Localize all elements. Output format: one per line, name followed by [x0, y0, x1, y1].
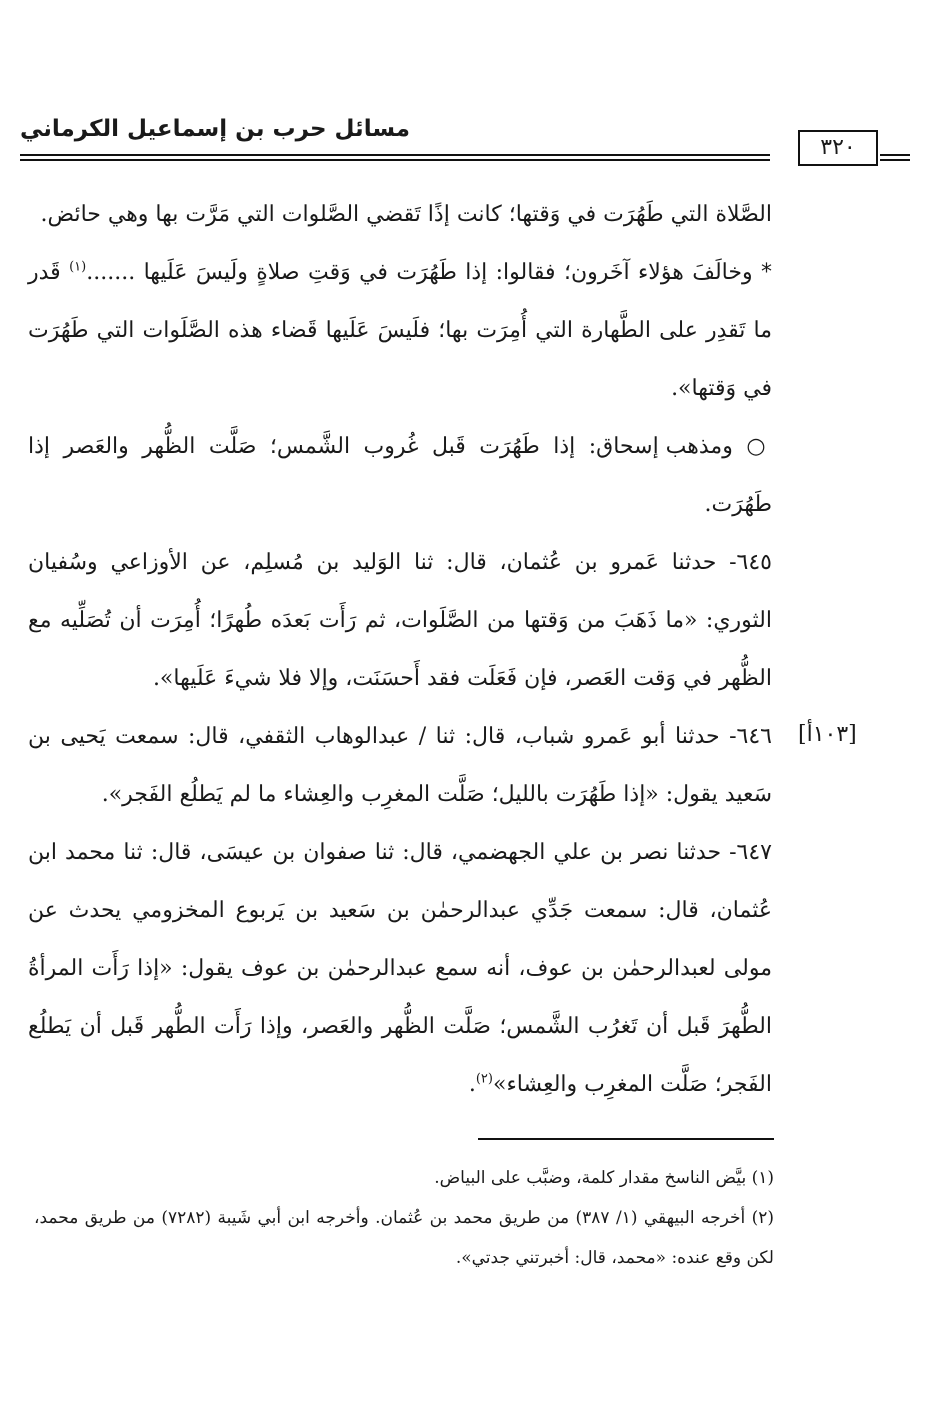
paragraph-text: حدثنا نصر بن علي الجهضمي، قال: ثنا صفوان بن عيسَى، قال: ثنا محمد ابن عُثمان، قال: سمعت جَدِّي عبدالرحمٰن بن سَعيد بن يَربوع المخزومي يحدث عن مولى لعبدالرحمٰن بن عوف، أنه سمع عبدالرحمٰن بن عوف يقول: «إذا رَأَت المرأةُ الطُّهرَ قَبل أن تَغرُب الشَّمس؛ صَلَّت الظُّهر والعَصر، وإذا رَأَت الطُّهر قَبل أن يَطلُع الفَجر؛ صَلَّت المغرِب والعِشاء»: [28, 840, 772, 1097]
footnote-ref: (١): [69, 259, 87, 275]
paragraph-text: وخالَفَ هؤلاء آخَرون؛ فقالوا: إذا طَهُرَت في وَقتِ صلاةٍ ولَيسَ عَلَيها .......: [86, 260, 753, 285]
footnote-ref: (٢): [475, 1071, 493, 1087]
paragraph: [28, 244, 772, 418]
paragraph: [28, 534, 772, 708]
paragraph-text: الصَّلاة التي طَهُرَت في وَقتها؛ كانت إذًا تَقضي الصَّلوات التي مَرَّت بها وهي حائض.: [40, 202, 772, 227]
main-text: [28, 186, 772, 1114]
paragraph-text-cont: قَدر ما تَقدِر على الطَّهارة التي أُمِرَت بها؛ فلَيسَ عَلَيها قَضاء هذه الصَّلَوات التي طَهُرَت في وَقتها».: [28, 260, 772, 401]
hadith-number: ٦٤٥-: [729, 550, 772, 575]
page-number: ٣٢٠: [798, 130, 878, 166]
asterisk-marker: *: [761, 260, 772, 285]
hadith-number: ٦٤٦-: [729, 724, 772, 749]
paragraph-text: حدثنا عَمرو بن عُثمان، قال: ثنا الوَليد بن مُسلِم، عن الأوزاعي وسُفيان الثوري: «ما ذَهَبَ من وَقتها من الصَّلَوات، ثم رَأَت بَعدَه طُهرًا؛ أُمِرَت أن تُصَلِّيه مع الظُّهر في وَقت العَصر، فإن فَعَلَت فقد أَحسَنَت، وإلا فلا شيءَ عَلَيها».: [28, 550, 772, 691]
footnote-separator: [478, 1138, 774, 1140]
paragraph: [28, 418, 772, 534]
manuscript-folio-reference: [١٠٣أ]: [798, 722, 857, 747]
circle-marker: ○: [746, 434, 773, 459]
footnotes: [34, 1158, 774, 1278]
paragraph-text: حدثنا أبو عَمرو شباب، قال: ثنا / عبدالوهاب الثقفي، قال: سمعت يَحيى بن سَعيد يقول: «إذا طَهُرَت بالليل؛ صَلَّت المغرِب والعِشاء ما لم يَطلُع الفَجر».: [28, 724, 772, 807]
paragraph: [28, 708, 772, 824]
running-title: مسائل حرب بن إسماعيل الكرماني: [20, 116, 410, 142]
page-header: [20, 116, 910, 166]
header-tick-rule: [880, 154, 910, 161]
paragraph-text: ومذهب إسحاق: إذا طَهُرَت قَبل غُروب الشَّمس؛ صَلَّت الظُّهر والعَصر إذا طَهُرَت.: [28, 434, 772, 517]
header-rule: [20, 154, 770, 161]
paragraph: [28, 186, 772, 244]
footnote: (٢) أخرجه البيهقي (١/ ٣٨٧) من طريق محمد بن عُثمان. وأخرجه ابن أبي شَيبة (٧٢٨٢) من طريق محمد، لكن وقع عنده: «محمد، قال: أخبرتني جدتي».: [34, 1208, 774, 1268]
paragraph-text-cont: .: [468, 1072, 476, 1097]
paragraph: [28, 824, 772, 1114]
hadith-number: ٦٤٧-: [729, 840, 772, 865]
footnote: (١) بيَّض الناسخ مقدار كلمة، وضبَّب على البياض.: [434, 1168, 774, 1188]
